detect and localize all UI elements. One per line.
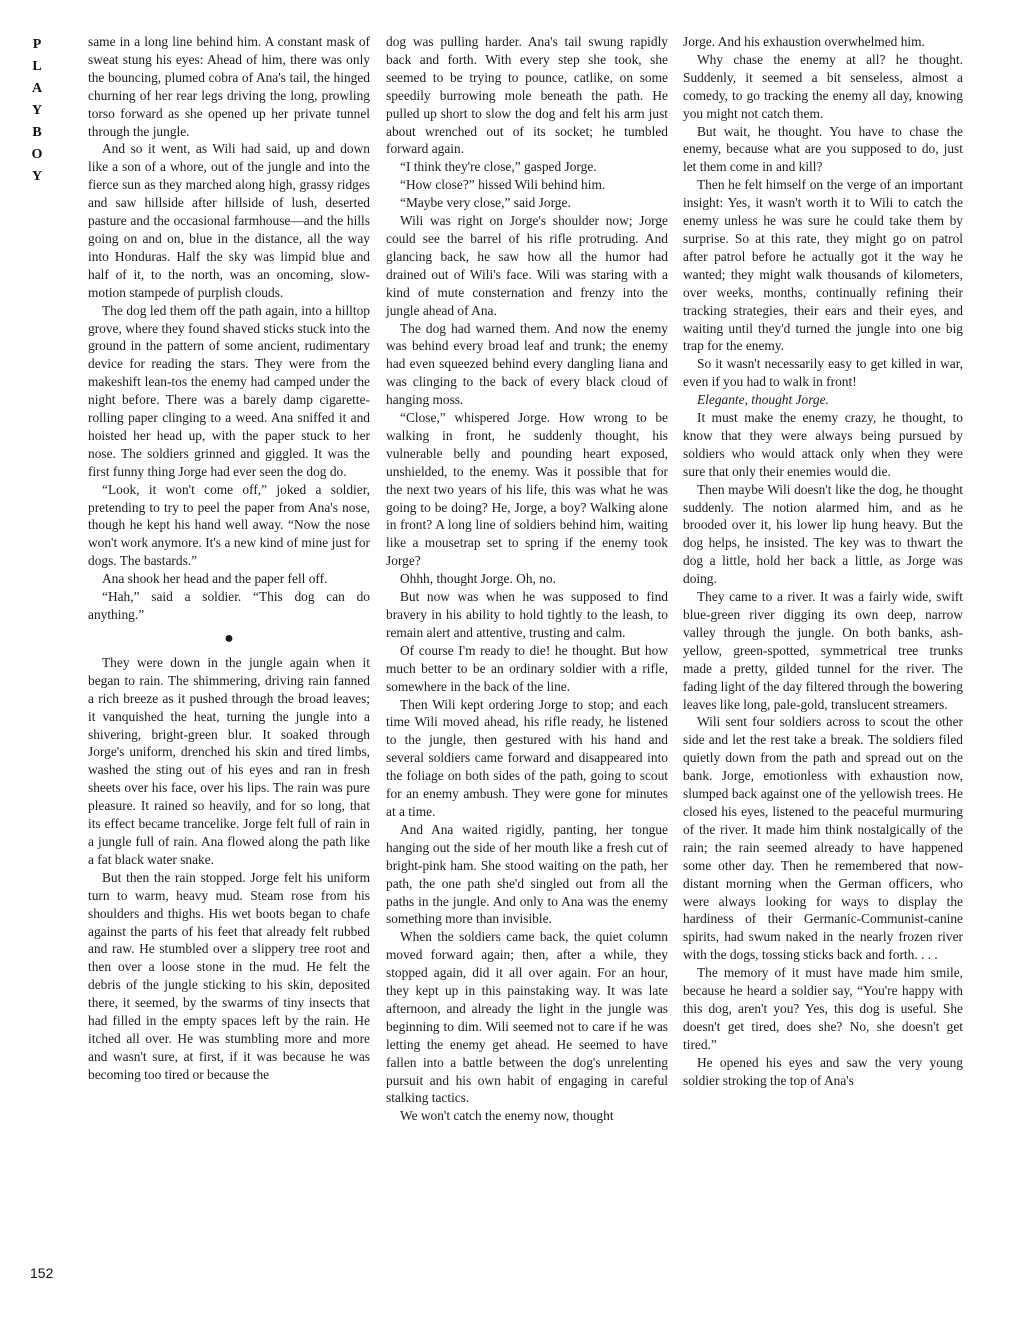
paragraph: The dog had warned them. And now the enemy was behind every broad leaf and trunk; the enemy had even squeezed behind every dangling liana and was clinging to the back of every black cloud of hanging moss. [386,320,668,408]
paragraph: Of course I'm ready to die! he thought. But how much better to be an ordinary soldier with a rifle, somewhere in the back of the line. [386,642,668,694]
magazine-letter: A [31,81,43,96]
magazine-name [28,34,46,188]
magazine-letter: O [31,147,43,162]
magazine-letter: B [32,125,42,140]
paragraph: “Hah,” said a soldier. “This dog can do anything.” [88,589,370,622]
paragraph: When the soldiers came back, the quiet column moved forward again; then, after a while, they stopped again, did it all over again. For an hour, they kept up in this painstaking way. It was late afternoon, and already the light in the jungle was beginning to dim. Wili seemed not to care if he was letting the enemy get ahead. He seemed to have fallen into a battle between the dog's unrelenting pursuit and his own habit of engaging in careful stalking tactics. [386,929,668,1106]
paragraph: We won't catch the enemy now, thought [400,1108,614,1124]
paragraph: The memory of it must have made him smile, because he heard a soldier say, “You're happy with this dog, aren't you? Yes, this dog is useful. She doesn't get tired, does she? No, she doesn't get tired.” [683,965,963,1052]
paragraph: Then he felt himself on the verge of an important insight: Yes, it wasn't worth it to Wili to catch the enemy unless he was sure he could take them by surprise. So at this rate, they might go on patrol after patrol before he actually got it the way he wanted; they might walk thousands of kilometers, over weeks, months, continually refining their tracking strategies, their ears and their eyes, and waiting until they'd turned the jungle into one big trap for the enemy. [683,177,963,354]
paragraph: Elegante, thought Jorge. [697,392,829,408]
paragraph: But now was when he was supposed to find bravery in his ability to hold tightly to the leash, to remain alert and attentive, trusting and calm. [386,589,668,640]
paragraph: It must make the enemy crazy, he thought, to know that they were always being pursued by soldiers who would attack only when they were sure that only their enemies would die. [683,410,963,479]
magazine-letter: Y [31,103,43,118]
paragraph: But wait, he thought. You have to chase the enemy, because what are you supposed to do, just let them come in and kill? [683,123,963,175]
paragraph: And Ana waited rigidly, panting, her tongue hanging out the side of her mouth like a fresh cut of bright-pink ham. She stood waiting on the path, her path, the one path she'd singled out from all the paths in the jungle. And only to Ana was the enemy something more than invisible. [386,821,668,927]
magazine-letter: Y [31,169,43,184]
text-column-2 [386,33,668,1125]
paragraph: Jorge. And his exhaustion overwhelmed him. [683,34,925,49]
paragraph: same in a long line behind him. A constant mask of sweat stung his eyes: Ahead of him, there was only the bouncing, plumed cobra of Ana's tail, the hinged churning of her rear legs driving the long, prowling torso forward as she opened up her private tunnel through the jungle. [88,34,370,139]
paragraph: They were down in the jungle again when it began to rain. The shimmering, driving rain fanned a rich breeze as it pushed through the broad leaves; it vanquished the heat, turning the jungle into a shivering, bright-green blur. It soaked through Jorge's uniform, drenched his skin and tired limbs, washed the sting out of his eyes and ran in fresh sheets over his face, over his lips. The rain was pure pleasure. It rained so heavily, and for so long, that its effect became trancelike. Jorge felt full of rain in a jungle full of rain. Ana flowed along the path like a fat black water snake. [88,654,370,867]
paragraph: And so it went, as Wili had said, up and down like a son of a whore, out of the jungle and into the fierce sun as they marched along high, grassy ridges and saw hillside after hillside of lush, deserted pasture and the occasional farmhouse—and the hills going on and on, blue in the distance, all the way into Honduras. Half the sky was limpid blue and half of it, to the north, was an oncoming, slow-motion stampede of purplish clouds. [88,141,370,300]
paragraph: Wili was right on Jorge's shoulder now; Jorge could see the barrel of his rifle protruding. And glancing back, he saw how all the humor had drained out of Wili's face. Wili was staring with a kind of mute consternation and frenzy into the jungle ahead of Ana. [386,213,668,318]
magazine-letter: L [32,59,42,74]
paragraph: Ohhh, thought Jorge. Oh, no. [400,571,556,587]
paragraph: “Look, it won't come off,” joked a soldier, pretending to try to peel the paper from Ana's nose, though he kept his hand well away. “Now the nose won't work anymore. It's a new kind of mine just for dogs. The bastards.” [88,481,370,569]
paragraph: dog was pulling harder. Ana's tail swung rapidly back and forth. With every step she took, she seemed to be trying to pounce, catlike, on some speedily burrowing mole beneath the path. He pulled up short to slow the dog and felt his arm just about wrenched out of its socket; he tumbled forward again. [386,34,668,157]
paragraph: Ana shook her head and the paper fell off. [102,571,328,587]
magazine-letter: P [32,37,42,52]
paragraph: “Maybe very close,” said Jorge. [400,195,571,211]
paragraph: Why chase the enemy at all? he thought. Suddenly, it seemed a bit senseless, almost a comedy, to go tracking the enemy all day, knowing you might not catch them. [683,51,963,121]
paragraph: Then maybe Wili doesn't like the dog, he thought suddenly. The notion alarmed him, and as he brooded over it, his lower lip hung heavy. But the dog helps, he insisted. The key was to thwart the dog a little, hold her back a little, as Jorge was doing. [683,481,963,587]
paragraph: He opened his eyes and saw the very young soldier stroking the top of Ana's [683,1054,963,1088]
paragraph: “I think they're close,” gasped Jorge. [400,159,597,175]
text-column-3 [683,33,963,1089]
section-break-bullet: ● [224,629,234,647]
paragraph: But then the rain stopped. Jorge felt his uniform turn to warm, heavy mud. Steam rose from his shoulders and thighs. His wet boots began to chafe against the parts of his feet that already felt rubbed and raw. He stumbled over a slippery tree root and then over a loose stone in the mud. He felt the debris of the jungle sticking to his skin, deposited there, it seemed, by the swarms of tiny insects that had filled in the empty spaces left by the rain. He itched all over. He was stumbling more and more and wasn't sure, at first, if it was because he was becoming too tired or because the [88,869,370,1082]
paragraph: So it wasn't necessarily easy to get killed in war, even if you had to walk in front! [683,356,963,390]
paragraph: Then Wili kept ordering Jorge to stop; and each time Wili moved ahead, his rifle ready, he listened to the jungle, then gestured with his hand and several soldiers came forward and disappeared into the foliage on both sides of the path, going to scout for an enemy ambush. They were gone for minutes at a time. [386,696,668,819]
paragraph: “Close,” whispered Jorge. How wrong to be walking in front, he suddenly thought, his vulnerable belly and pounding heart exposed, unshielded, to the enemy. Was it possible that for the next two years of his life, this was what he was going to be doing? He, Jorge, a boy? Walking alone in front? A long line of soldiers behind him, waiting like a mousetrap set to spring if the enemy took Jorge? [386,410,668,569]
text-column-1 [88,33,370,1084]
paragraph: “How close?” hissed Wili behind him. [400,177,606,193]
paragraph: They came to a river. It was a fairly wide, swift blue-green river digging its own deep, narrow valley through the jungle. On both banks, ash-yellow, green-spotted, symmetrical tree trunks made a pretty, gilded tunnel for the river. The fading light of the day filtered through the bowering leaves like long, pale-gold, translucent streamers. [683,589,963,712]
paragraph: Wili sent four soldiers across to scout the other side and let the rest take a break. The soldiers filed quietly down from the path and spread out on the bank. Jorge, emotionless with exhaustion now, slumped back against one of the yellowish trees. He closed his eyes, listened to the peaceful murmuring of the river. It made him think nostalgically of the rain; the rain seemed already to have happened some other day. Then he remembered that now-distant morning when the German officers, who were always looking for ways to display the hardiness of their Germanic-Communist-canine spirits, had swum naked in the nearly frozen river with the dogs, tossing sticks back and forth. . . . [683,714,963,963]
paragraph: The dog led them off the path again, into a hilltop grove, where they found shaved sticks stuck into the ground in the pattern of some ancient, rudimentary device for reading the stars. They were from the makeshift lean-tos the enemy had camped under the night before. There was a barely damp cigarette-rolling paper clinging to a weed. Ana sniffed it and hoisted her head up, with the paper stuck to her nose. The soldiers grinned and giggled. It was the first funny thing Jorge had ever seen the dog do. [88,302,370,479]
page-number: 152 [30,1265,54,1281]
